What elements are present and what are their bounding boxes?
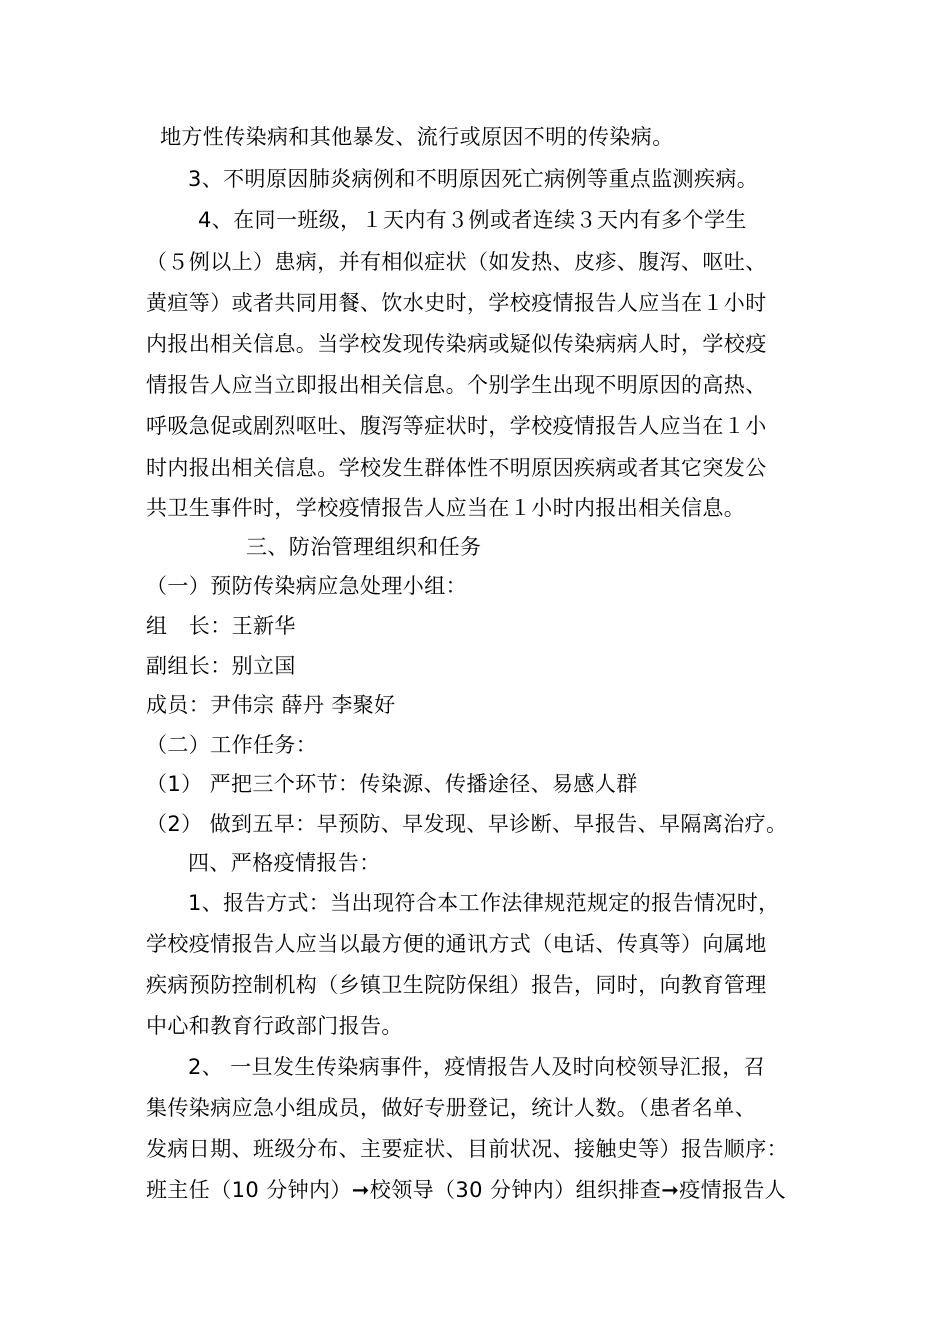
section-heading: 四、严格疫情报告：	[188, 851, 381, 875]
text-line: 时内报出相关信息。学校发生群体性不明原因疾病或者其它突发公	[146, 456, 767, 480]
text-line: 副组长：别立国	[146, 654, 296, 678]
text-line: 班主任（10 分钟内）➞校领导（30 分钟内）组织排查➞疫情报告人	[146, 1178, 787, 1202]
subsection-heading: （二）工作任务：	[146, 733, 318, 757]
text-line: 组 长：王新华	[146, 614, 296, 638]
text-line: 2、 一旦发生传染病事件，疫情报告人及时向校领导汇报，召	[188, 1055, 766, 1079]
list-item: （2） 做到五早：早预防、早发现、早诊断、早报告、早隔离治疗。	[146, 812, 788, 836]
text-line: 3、不明原因肺炎病例和不明原因死亡病例等重点监测疾病。	[188, 167, 759, 191]
text-line: （５例以上）患病，并有相似症状（如发热、皮疹、腹泻、呕吐、	[146, 250, 767, 274]
text-line: 中心和教育行政部门报告。	[146, 1014, 403, 1038]
text-line: 共卫生事件时，学校疫情报告人应当在１小时内报出相关信息。	[146, 496, 746, 520]
text-line: 1、报告方式：当出现符合本工作法律规范规定的报告情况时，	[188, 891, 780, 915]
text-line: 成员：尹伟宗 薛丹 李聚好	[146, 693, 396, 717]
list-item: （1） 严把三个环节：传染源、传播途径、易感人群	[146, 772, 638, 796]
text-line: 集传染病应急小组成员，做好专册登记，统计人数。（患者名单、	[146, 1096, 757, 1120]
text-line: 疾病预防控制机构（乡镇卫生院防保组）报告，同时，向教育管理	[146, 973, 767, 997]
text-line: 黄疸等）或者共同用餐、饮水史时，学校疫情报告人应当在１小时	[146, 291, 767, 315]
text-line: 地方性传染病和其他暴发、流行或原因不明的传染病。	[160, 125, 674, 149]
text-line: 内报出相关信息。当学校发现传染病或疑似传染病病人时，学校疫	[146, 332, 767, 356]
text-line: 呼吸急促或剧烈呕吐、腹泻等症状时，学校疫情报告人应当在１小	[146, 414, 767, 438]
section-heading: 三、防治管理组织和任务	[246, 535, 482, 559]
text-line: 情报告人应当立即报出相关信息。个别学生出现不明原因的高热、	[146, 373, 767, 397]
text-line: 发病日期、班级分布、主要症状、目前状况、接触史等）报告顺序：	[146, 1137, 788, 1161]
subsection-heading: （一）预防传染病应急处理小组：	[146, 574, 467, 598]
text-line: 学校疫情报告人应当以最方便的通讯方式（电话、传真等）向属地	[146, 932, 767, 956]
text-line: 4、在同一班级，１天内有３例或者连续３天内有多个学生	[198, 208, 747, 232]
